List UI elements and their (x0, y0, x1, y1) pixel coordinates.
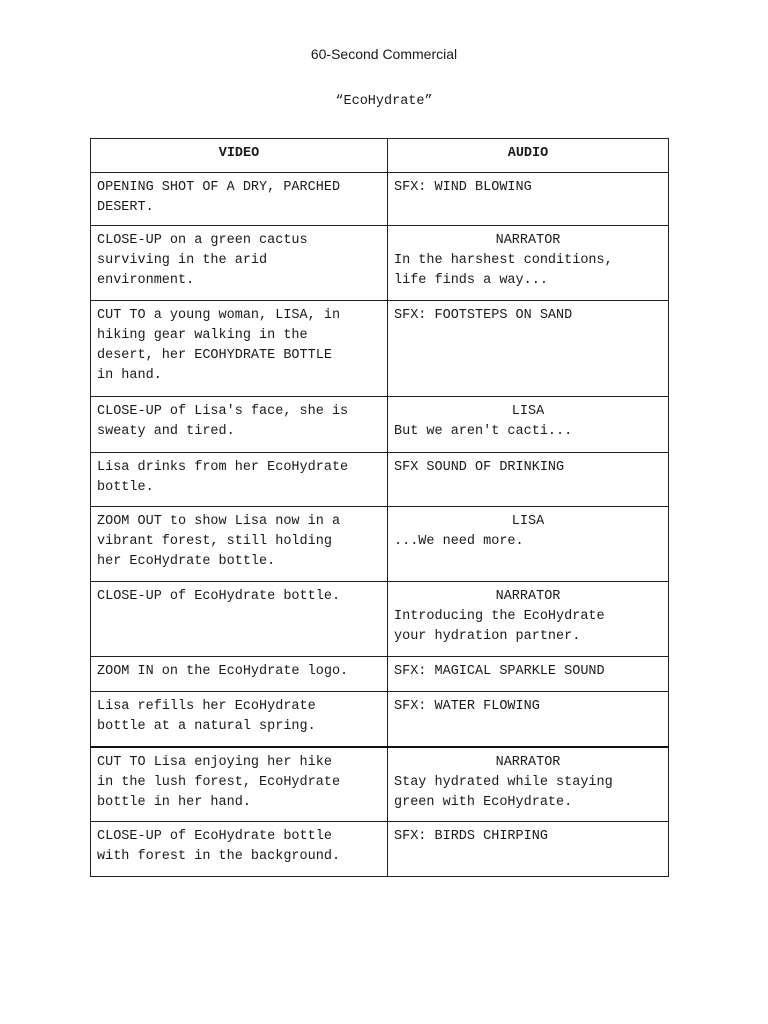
video-cell (91, 582, 388, 657)
video-cell (91, 507, 388, 582)
sfx-line: SFX: WATER FLOWING (394, 699, 540, 714)
video-line: OPENING SHOT OF A DRY, PARCHED (97, 180, 341, 195)
video-line: Lisa drinks from her EcoHydrate (97, 460, 349, 475)
audio-cell (388, 657, 669, 692)
video-line: environment. (97, 273, 195, 288)
audio-column-header: AUDIO (388, 139, 669, 173)
dialogue-line: Stay hydrated while staying (394, 774, 613, 790)
video-line: sweaty and tired. (97, 424, 235, 439)
table-row (91, 657, 669, 692)
video-cell (91, 397, 388, 453)
video-line: ZOOM IN on the EcoHydrate logo. (97, 664, 349, 679)
video-line: Lisa refills her EcoHydrate (97, 699, 316, 714)
video-cell (91, 226, 388, 301)
table-row (91, 301, 669, 397)
table-row (91, 453, 669, 507)
video-line: in hand. (97, 368, 162, 383)
sfx-line: SFX: WIND BLOWING (394, 180, 532, 195)
dialogue-line: green with EcoHydrate. (394, 794, 573, 810)
video-cell (91, 747, 388, 822)
audio-cell (388, 692, 669, 747)
video-cell (91, 692, 388, 747)
video-line: her EcoHydrate bottle. (97, 554, 276, 569)
table-row (91, 507, 669, 582)
video-line: desert, her ECOHYDRATE BOTTLE (97, 348, 332, 363)
document-title: 60-Second Commercial (310, 46, 458, 62)
table-row (91, 173, 669, 226)
script-table-body (91, 173, 669, 877)
video-line: surviving in the arid (97, 253, 268, 268)
dialogue-line: your hydration partner. (394, 629, 581, 644)
audio-cell (388, 747, 669, 822)
video-line: CLOSE-UP of Lisa's face, she is (97, 404, 349, 419)
dialogue-line: ...We need more. (394, 534, 524, 549)
video-column-header: VIDEO (91, 139, 388, 173)
video-line: CLOSE-UP of EcoHydrate bottle (97, 829, 332, 844)
video-line: in the lush forest, EcoHydrate (97, 774, 341, 790)
audio-cell (388, 507, 669, 582)
audio-cell (388, 822, 669, 877)
video-line: CLOSE-UP on a green cactus (97, 233, 308, 248)
table-row (91, 822, 669, 877)
dialogue-line: Introducing the EcoHydrate (394, 609, 605, 624)
table-header-row (91, 139, 669, 173)
video-line: CUT TO Lisa enjoying her hike (97, 754, 332, 770)
audio-cell (388, 226, 669, 301)
audio-cell (388, 397, 669, 453)
dialogue-line: life finds a way... (394, 273, 548, 288)
table-row (91, 747, 669, 822)
table-row (91, 582, 669, 657)
sfx-line: SFX SOUND OF DRINKING (394, 460, 565, 475)
table-row (91, 226, 669, 301)
video-line: with forest in the background. (97, 849, 341, 864)
video-line: bottle. (97, 480, 154, 495)
video-line: vibrant forest, still holding (97, 534, 332, 549)
table-row (91, 692, 669, 747)
video-line: hiking gear walking in the (97, 328, 308, 343)
video-cell (91, 301, 388, 397)
speaker-name: LISA (511, 514, 545, 529)
video-cell (91, 822, 388, 877)
speaker-name: NARRATOR (495, 754, 561, 770)
sfx-line: SFX: BIRDS CHIRPING (394, 829, 548, 844)
video-line: DESERT. (97, 200, 154, 215)
speaker-name: NARRATOR (495, 233, 561, 248)
document-subtitle: “EcoHydrate” (335, 94, 433, 109)
sfx-line: SFX: FOOTSTEPS ON SAND (394, 308, 573, 323)
speaker-name: NARRATOR (495, 589, 561, 604)
sfx-line: SFX: MAGICAL SPARKLE SOUND (394, 664, 605, 679)
audio-cell (388, 453, 669, 507)
audio-cell (388, 582, 669, 657)
audio-cell (388, 173, 669, 226)
dialogue-line: But we aren't cacti... (394, 424, 573, 439)
video-line: bottle in her hand. (97, 794, 251, 810)
video-cell (91, 173, 388, 226)
audio-cell (388, 301, 669, 397)
video-line: CUT TO a young woman, LISA, in (97, 308, 341, 323)
video-line: ZOOM OUT to show Lisa now in a (97, 514, 341, 529)
script-table (90, 138, 669, 877)
video-line: bottle at a natural spring. (97, 719, 316, 734)
video-cell (91, 453, 388, 507)
table-row (91, 397, 669, 453)
speaker-name: LISA (511, 404, 545, 419)
video-line: CLOSE-UP of EcoHydrate bottle. (97, 589, 341, 604)
video-cell (91, 657, 388, 692)
dialogue-line: In the harshest conditions, (394, 253, 613, 268)
